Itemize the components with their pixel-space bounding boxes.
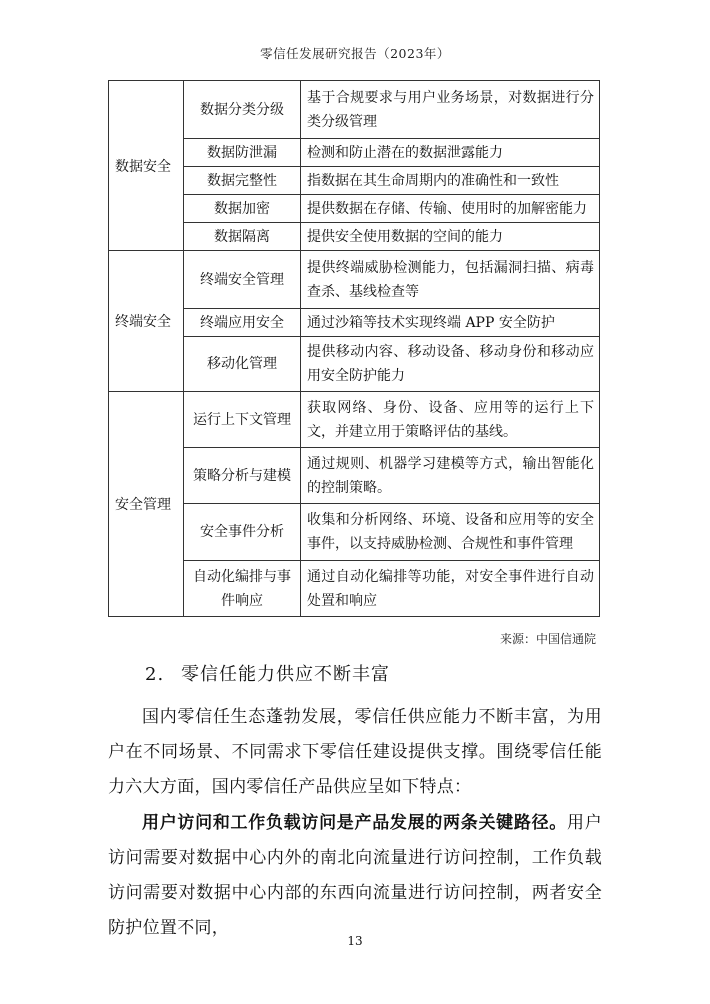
capability-desc: 提供数据在存储、传输、使用时的加解密能力	[301, 195, 600, 223]
table-row	[109, 251, 600, 309]
sub-capability: 运行上下文管理	[184, 392, 301, 448]
sub-capability: 数据分类分级	[184, 81, 301, 139]
section-title: 零信任能力供应不断丰富	[181, 664, 390, 685]
capability-desc: 指数据在其生命周期内的准确性和一致性	[301, 167, 600, 195]
capability-desc: 通过沙箱等技术实现终端 APP 安全防护	[301, 309, 600, 337]
body-paragraph	[108, 806, 602, 946]
page-number: 13	[347, 934, 363, 948]
sub-capability: 安全事件分析	[184, 504, 301, 561]
page-header: 零信任发展研究报告（2023年）	[260, 46, 450, 61]
capability-desc: 基于合规要求与用户业务场景，对数据进行分类分级管理	[301, 81, 600, 139]
table-row	[109, 392, 600, 448]
body-paragraph: 国内零信任生态蓬勃发展，零信任供应能力不断丰富，为用户在不同场景、不同需求下零信任建设提供支撑。围绕零信任能力六大方面，国内零信任产品供应呈如下特点：	[108, 707, 602, 797]
sub-capability: 数据加密	[184, 195, 301, 223]
capability-table	[108, 80, 600, 617]
sub-capability: 数据完整性	[184, 167, 301, 195]
category-cell: 数据安全	[109, 81, 184, 251]
sub-capability: 数据防泄漏	[184, 139, 301, 167]
capability-desc: 通过规则、机器学习建模等方式，输出智能化的控制策略。	[301, 448, 600, 504]
paragraph-text: 用户访问需要对数据中心内外的南北向流量进行访问控制，工作负载访问需要对数据中心内部的东西向流量进行访问控制，两者安全防护位置不同，	[108, 813, 602, 938]
paragraph-lead: 用户访问和工作负载访问是产品发展的两条关键路径。	[142, 813, 567, 833]
sub-capability: 策略分析与建模	[184, 448, 301, 504]
capability-desc: 收集和分析网络、环境、设备和应用等的安全事件，以支持威胁检测、合规性和事件管理	[301, 504, 600, 561]
sub-capability: 数据隔离	[184, 223, 301, 251]
sub-capability: 终端应用安全	[184, 309, 301, 337]
capability-desc: 检测和防止潜在的数据泄露能力	[301, 139, 600, 167]
capability-desc: 提供移动内容、移动设备、移动身份和移动应用安全防护能力	[301, 337, 600, 392]
category-cell: 终端安全	[109, 251, 184, 392]
section-number: 2.	[145, 664, 165, 685]
capability-desc: 通过自动化编排等功能，对安全事件进行自动处置和响应	[301, 561, 600, 617]
sub-capability: 移动化管理	[184, 337, 301, 392]
capability-desc: 获取网络、身份、设备、应用等的运行上下文，并建立用于策略评估的基线。	[301, 392, 600, 448]
capability-desc: 提供终端威胁检测能力，包括漏洞扫描、病毒查杀、基线检查等	[301, 251, 600, 309]
capability-desc: 提供安全使用数据的空间的能力	[301, 223, 600, 251]
table-source: 来源：中国信通院	[500, 632, 597, 646]
category-cell: 安全管理	[109, 392, 184, 617]
table-row	[109, 81, 600, 139]
sub-capability: 自动化编排与事件响应	[184, 561, 301, 617]
section-heading	[145, 660, 390, 686]
sub-capability: 终端安全管理	[184, 251, 301, 309]
